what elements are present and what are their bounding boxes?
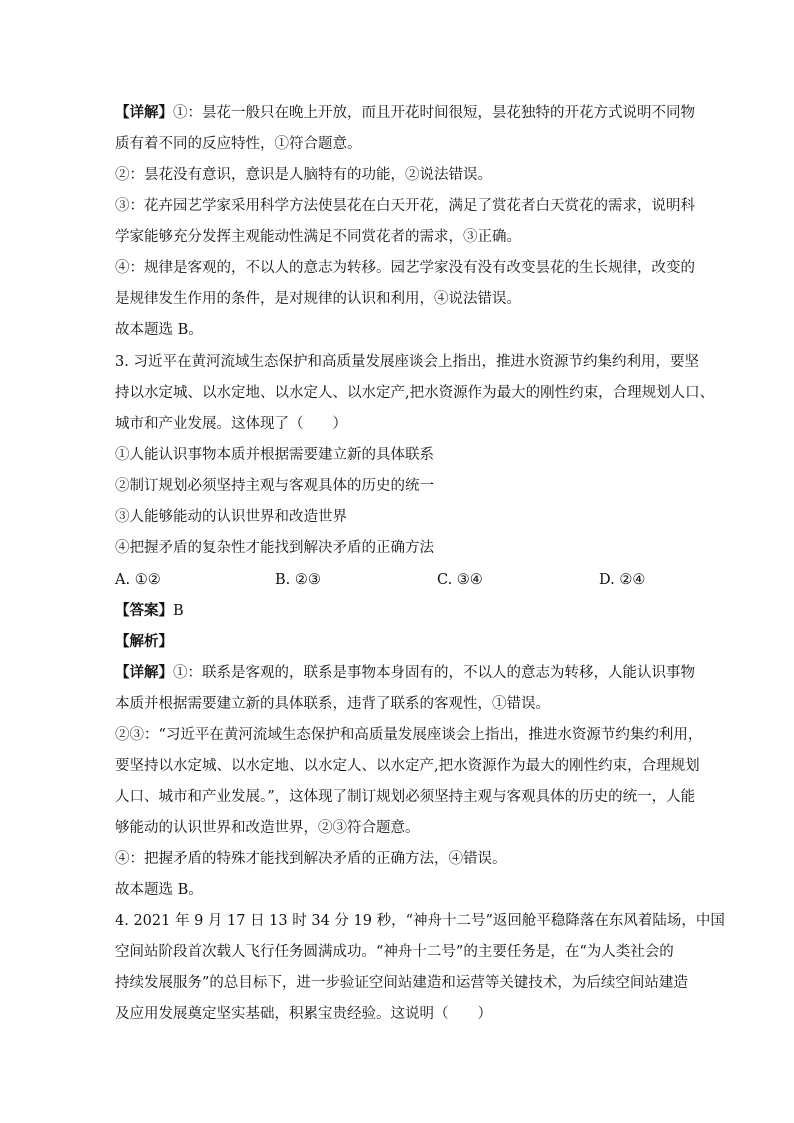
text-line: 要坚持以水定城、以水定地、以水定人、以水定产,把水资源作为最大的刚性约束，合理规划	[115, 758, 700, 774]
analysis-label: 【解析】	[115, 634, 173, 650]
option-d: D. ②④	[599, 572, 646, 588]
text-line: ④：把握矛盾的特殊才能找到解决矛盾的正确方法，④错误。	[115, 851, 507, 867]
text-line: 空间站阶段首次载人飞行任务圆满成功。“神舟十二号”的主要任务是，在“为人类社会的	[115, 944, 674, 960]
text-line: 城市和产业发展。这体现了（ ）	[115, 416, 347, 432]
text-line: 及应用发展奠定坚实基础，积累宝贵经验。这说明（ ）	[115, 1006, 492, 1022]
option-a: A. ①②	[115, 572, 161, 588]
answer-tag: 【答案】	[115, 603, 173, 619]
option-b: B. ②③	[275, 572, 321, 588]
statement-1: ①人能认识事物本质并根据需要建立新的具体联系	[115, 447, 434, 463]
detail-tag: 【详解】	[115, 665, 173, 681]
statement-4: ④把握矛盾的复杂性才能找到解决矛盾的正确方法	[115, 540, 434, 556]
text-line: 人口、城市和产业发展。”，这体现了制订规划必须坚持主观与客观具体的历史的统一，人能	[115, 789, 696, 805]
text-line: ②③：“习近平在黄河流域生态保护和高质量发展座谈会上指出，推进水资源节约集约利用，	[115, 727, 703, 743]
text-line: 学家能够充分发挥主观能动性满足不同赏花者的需求，③正确。	[115, 229, 521, 245]
answer-line	[115, 601, 184, 621]
statement-2: ②制订规划必须坚持主观与客观具体的历史的统一	[115, 478, 434, 494]
answer-value: B	[173, 603, 184, 619]
text-line: 持以水定城、以水定地、以水定人、以水定产,把水资源作为最大的刚性约束，合理规划人口、	[115, 385, 715, 401]
text-line: 故本题选 B。	[115, 322, 203, 338]
text-line: 持续发展服务”的总目标下，进一步验证空间站建造和运营等关键技术，为后续空间站建造	[115, 975, 688, 991]
text-line: 质有着不同的反应特性，①符合题意。	[115, 136, 362, 152]
option-c: C. ③④	[437, 572, 483, 588]
text-line: 【详解】①：联系是客观的，联系是事物本身固有的，不以人的意志为转移，人能认识事物	[115, 665, 695, 681]
text-line: ②：昙花没有意识，意识是人脑特有的功能，②说法错误。	[115, 167, 492, 183]
text-line: 本质并根据需要建立新的具体联系，违背了联系的客观性，①错误。	[115, 696, 550, 712]
text-line: 故本题选 B。	[115, 882, 203, 898]
text-line: 是规律发生作用的条件，是对规律的认识和利用，④说法错误。	[115, 291, 521, 307]
text-line: ③：花卉园艺学家采用科学方法使昙花在白天开花，满足了赏花者白天赏花的需求，说明科	[115, 198, 695, 214]
text-line: 【详解】①：昙花一般只在晚上开放，而且开花时间很短，昙花独特的开花方式说明不同物	[115, 105, 695, 121]
statement-3: ③人能够能动的认识世界和改造世界	[115, 509, 347, 525]
question-4-stem: 4. 2021 年 9 月 17 日 13 时 34 分 19 秒，“神舟十二号”返回舱平稳降落在东风着陆场，中国	[115, 913, 725, 929]
question-3-stem: 3. 习近平在黄河流域生态保护和高质量发展座谈会上指出，推进水资源节约集约利用，要坚	[115, 354, 699, 370]
text-line: ④：规律是客观的，不以人的意志为转移。园艺学家没有没有改变昙花的生长规律，改变的	[115, 260, 695, 276]
text-line: 够能动的认识世界和改造世界，②③符合题意。	[115, 820, 420, 836]
detail-tag: 【详解】	[115, 105, 173, 121]
